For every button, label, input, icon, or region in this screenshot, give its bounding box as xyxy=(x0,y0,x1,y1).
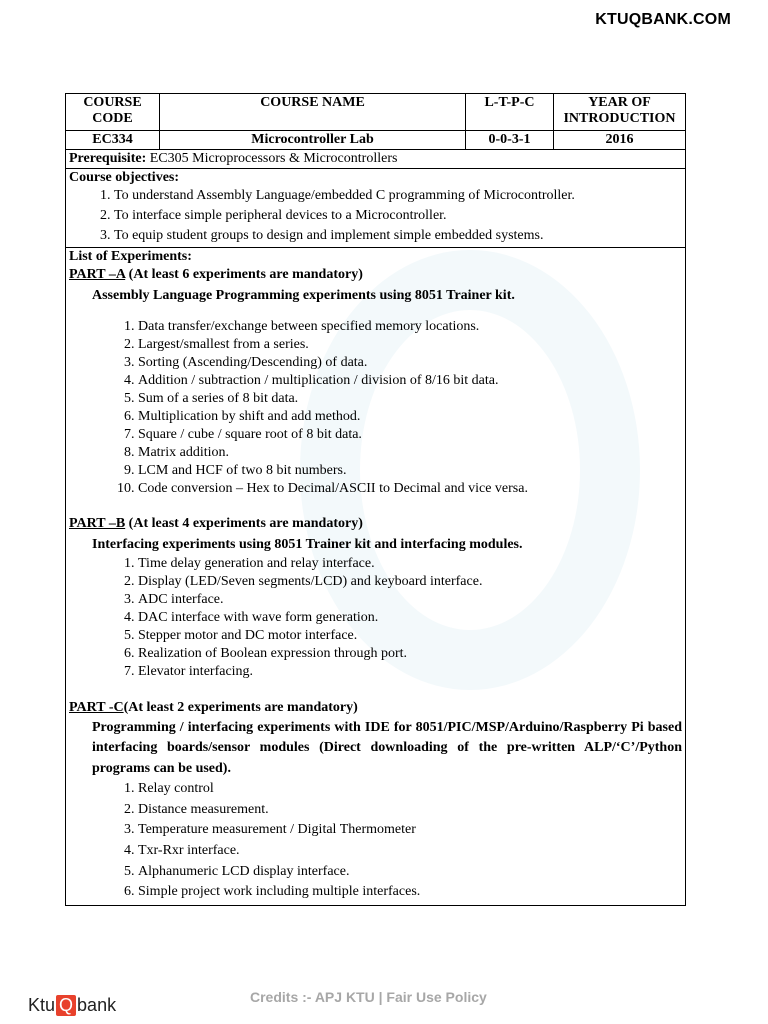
experiment-item: 3. Sorting (Ascending/Descending) of data. xyxy=(138,354,682,372)
spacer xyxy=(69,497,682,514)
course-ltpc: 0-0-3-1 xyxy=(466,131,554,150)
site-brand[interactable]: KTUQBANK.COM xyxy=(595,11,731,28)
course-row xyxy=(66,131,686,150)
part-c-note: (At least 2 experiments are mandatory) xyxy=(123,699,358,715)
experiment-item: 4. DAC interface with wave form generation. xyxy=(138,609,682,627)
experiment-item: 4. Addition / subtraction / multiplication / division of 8/16 bit data. xyxy=(138,372,682,390)
experiments-row xyxy=(66,248,686,906)
experiment-item: 1. Relay control xyxy=(138,779,682,800)
experiment-item: 6. Simple project work including multiple interfaces. xyxy=(138,882,682,903)
experiment-item: 5. Alphanumeric LCD display interface. xyxy=(138,862,682,883)
logo-ktu: Ktu xyxy=(28,995,56,1015)
experiment-item: 5. Stepper motor and DC motor interface. xyxy=(138,627,682,645)
prerequisite-label: Prerequisite: xyxy=(69,151,147,167)
objective-item: 1. To understand Assembly Language/embedded C programming of Microcontroller. xyxy=(114,186,682,206)
header-course-name: COURSE NAME xyxy=(160,94,466,131)
experiment-item: 9. LCM and HCF of two 8 bit numbers. xyxy=(138,462,682,480)
objective-item: 3. To equip student groups to design and implement simple embedded systems. xyxy=(114,226,682,246)
part-c-subtitle: Programming / interfacing experiments with IDE for 8051/PIC/MSP/Arduino/Raspberry Pi based interfacing boards/sensor modules (Direct downloading of the pre-written ALP/‘C’/Python programs can be used). xyxy=(92,719,682,776)
part-a-title xyxy=(69,265,682,285)
prerequisite xyxy=(66,150,686,169)
objective-item: 2. To interface simple peripheral devices to a Microcontroller. xyxy=(114,206,682,226)
experiments-title: List of Experiments: xyxy=(69,249,192,265)
part-a-note: (At least 6 experiments are mandatory) xyxy=(125,267,363,283)
logo-bank: bank xyxy=(77,995,117,1015)
course-year: 2016 xyxy=(554,131,686,150)
objectives-cell xyxy=(66,169,686,248)
objectives-title: Course objectives: xyxy=(69,170,180,186)
experiment-item: 1. Data transfer/exchange between specified memory locations. xyxy=(138,318,682,336)
part-a-label: PART –A xyxy=(69,267,126,283)
objectives-row xyxy=(66,169,686,248)
experiment-item: 5. Sum of a series of 8 bit data. xyxy=(138,390,682,408)
experiment-item: 1. Time delay generation and relay interface. xyxy=(138,555,682,573)
experiment-item: 10. Code conversion – Hex to Decimal/ASCII to Decimal and vice versa. xyxy=(138,480,682,498)
experiment-item: 3. Temperature measurement / Digital Thermometer xyxy=(138,820,682,841)
part-b-note: (At least 4 experiments are mandatory) xyxy=(125,516,363,532)
credits-text: Credits :- APJ KTU | Fair Use Policy xyxy=(250,989,487,1005)
prerequisite-value: EC305 Microprocessors & Microcontrollers xyxy=(146,151,398,167)
ktuqbank-logo xyxy=(28,995,116,1016)
experiments-cell xyxy=(66,248,686,906)
course-name: Microcontroller Lab xyxy=(160,131,466,150)
experiment-item: 2. Distance measurement. xyxy=(138,800,682,821)
objectives-list xyxy=(69,186,682,246)
part-c-label: PART -C xyxy=(69,699,124,715)
experiment-item: 8. Matrix addition. xyxy=(138,444,682,462)
part-c-list xyxy=(69,779,682,903)
spacer xyxy=(69,681,682,698)
course-code: EC334 xyxy=(66,131,160,150)
header-course-code: COURSE CODE xyxy=(66,94,160,131)
experiment-item: 7. Elevator interfacing. xyxy=(138,663,682,681)
header-row xyxy=(66,94,686,131)
syllabus-table xyxy=(65,93,686,906)
part-b-list xyxy=(69,555,682,680)
experiment-item: 6. Multiplication by shift and add method. xyxy=(138,408,682,426)
spacer xyxy=(69,306,682,318)
header-year: YEAR OF INTRODUCTION xyxy=(554,94,686,131)
experiment-item: 4. Txr-Rxr interface. xyxy=(138,841,682,862)
experiment-item: 7. Square / cube / square root of 8 bit data. xyxy=(138,426,682,444)
part-b-label: PART –B xyxy=(69,516,126,532)
experiment-item: 3. ADC interface. xyxy=(138,591,682,609)
part-a-list xyxy=(69,318,682,497)
part-b-subtitle: Interfacing experiments using 8051 Trainer kit and interfacing modules. xyxy=(92,537,523,553)
part-b-title xyxy=(69,514,682,534)
experiment-item: 2. Largest/smallest from a series. xyxy=(138,336,682,354)
header-ltpc: L-T-P-C xyxy=(466,94,554,131)
prerequisite-row xyxy=(66,150,686,169)
logo-q: Q xyxy=(56,995,76,1016)
part-a-subtitle: Assembly Language Programming experiments using 8051 Trainer kit. xyxy=(92,288,515,304)
experiment-item: 2. Display (LED/Seven segments/LCD) and keyboard interface. xyxy=(138,573,682,591)
experiment-item: 6. Realization of Boolean expression through port. xyxy=(138,645,682,663)
part-c-title xyxy=(69,698,682,718)
